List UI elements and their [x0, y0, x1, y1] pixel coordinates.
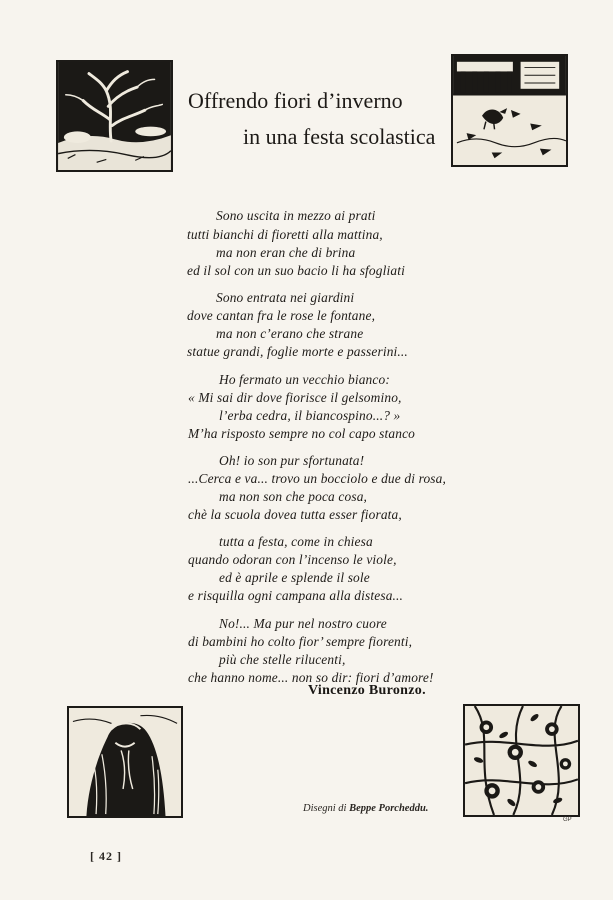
- poem-line: Oh! io son pur sfortunata!: [219, 453, 365, 468]
- poem-line: statue grandi, foglie morte e passerini...: [187, 344, 408, 359]
- poem-line: ed il sol con un suo bacio li ha sfogliati: [187, 263, 405, 278]
- poem-line: dove cantan fra le rose le fontane,: [187, 308, 376, 323]
- poem-line: ma non eran che di brina: [216, 245, 356, 260]
- poem-line: ma non c’erano che strane: [216, 326, 364, 341]
- poem-author: Vincenzo Buronzo.: [308, 683, 426, 698]
- weeping-figure-illustration: [67, 706, 183, 818]
- credit-prefix: Disegni di: [303, 803, 347, 814]
- poem-line: Sono entrata nei giardini: [216, 290, 355, 305]
- poem-line: No!... Ma pur nel nostro cuore: [219, 616, 387, 631]
- garden-bird-illustration: [451, 54, 568, 167]
- poem-line: di bambini ho colto fior’ sempre fiorenti,: [188, 634, 413, 649]
- illustrator-mark: GP: [563, 817, 572, 823]
- poem-line: ma non son che poca cosa,: [219, 489, 368, 504]
- poem-line: M’ha risposto sempre no col capo stanco: [188, 426, 416, 441]
- poem-line: « Mi sai dir dove fiorisce il gelsomino,: [188, 390, 402, 405]
- poem-line: più che stelle rilucenti,: [219, 652, 346, 667]
- rose-pattern-icon: [465, 706, 578, 815]
- bird-garden-icon: [453, 56, 566, 165]
- winter-tree-icon: [58, 62, 171, 170]
- poem-line: ed è aprile e splende il sole: [219, 570, 370, 585]
- poem-line: che hanno nome... non so dir: fiori d’amore!: [188, 670, 434, 685]
- page-number: [ 42 ]: [90, 849, 122, 863]
- poem-line: tutti bianchi di fioretti alla mattina,: [187, 227, 383, 242]
- rose-pattern-illustration: [463, 704, 580, 817]
- poem-line: chè la scuola dovea tutta esser fiorata,: [188, 507, 402, 522]
- credit-name: Beppe Porcheddu.: [349, 803, 429, 814]
- poem-line: l’erba cedra, il biancospino...? »: [219, 408, 401, 423]
- poem-line: tutta a festa, come in chiesa: [219, 534, 373, 549]
- poem-line: e risquilla ogni campana alla distesa...: [188, 588, 404, 603]
- poem-line: quando odoran con l’incenso le viole,: [188, 552, 397, 567]
- poem-line: ...Cerca e va... trovo un bocciolo e due di rosa,: [188, 471, 446, 486]
- winter-tree-illustration: [56, 60, 173, 172]
- poem-line: Ho fermato un vecchio bianco:: [219, 372, 390, 387]
- weeping-figure-icon: [69, 708, 181, 816]
- poem-title-line-2: in una festa scolastica: [243, 124, 436, 149]
- illustration-credit: [303, 803, 428, 814]
- poem-title-line-1: Offrendo fiori d’inverno: [188, 88, 403, 113]
- poem-line: Sono uscita in mezzo ai prati: [216, 208, 376, 223]
